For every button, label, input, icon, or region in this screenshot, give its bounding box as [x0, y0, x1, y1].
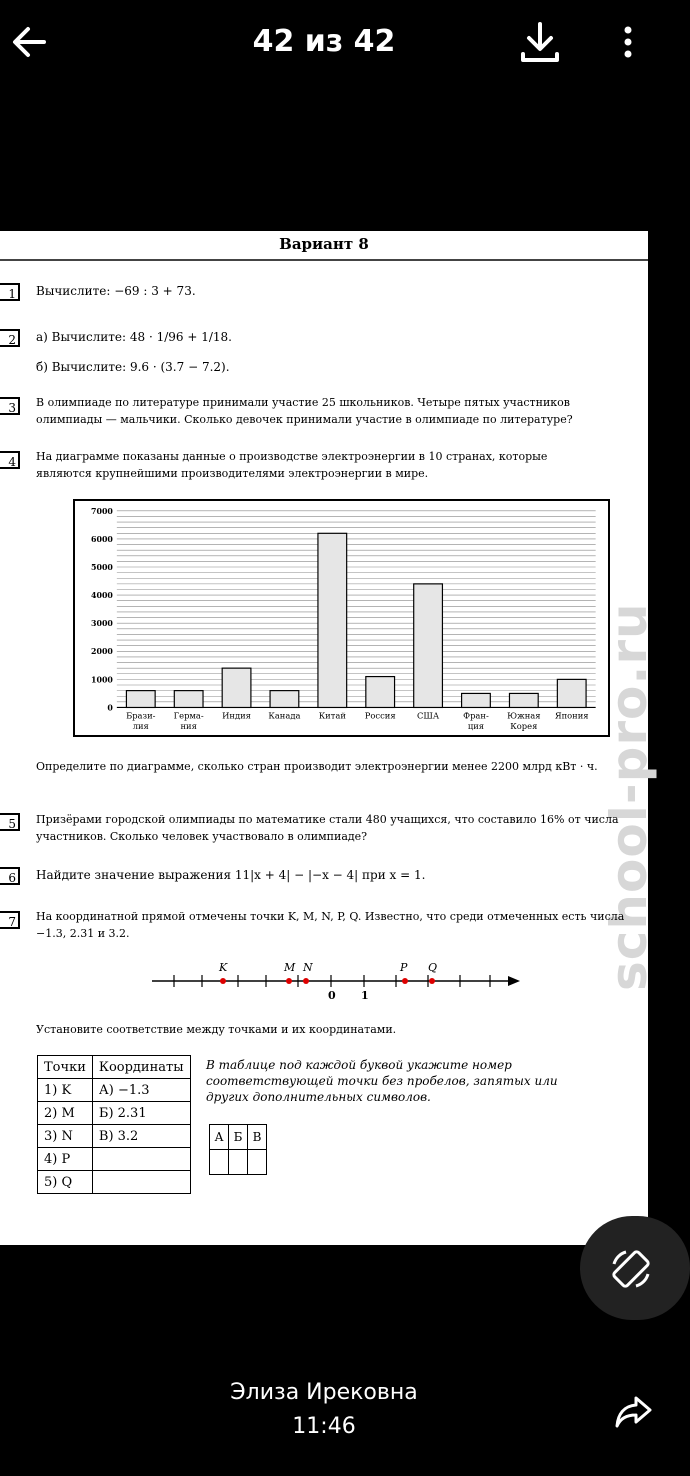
bar-3 [222, 668, 251, 707]
match-table [37, 1055, 191, 1194]
table-cell: А) −1.3 [92, 1079, 190, 1102]
label-q: Q [428, 961, 438, 974]
task-number: 2 [0, 329, 20, 347]
answer-cell [229, 1150, 248, 1175]
viewer-toolbar [0, 0, 648, 90]
x-tick-label: Россия [364, 710, 396, 721]
answer-header: А [210, 1125, 229, 1150]
x-tick-label: ция [467, 721, 485, 732]
task-number: 4 [0, 451, 20, 469]
y-tick-label: 7000 [91, 506, 113, 516]
task-1-text: Вычислите: −69 : 3 + 73. [36, 284, 196, 298]
x-tick-label: Индия [222, 710, 251, 721]
y-tick-label: 4000 [91, 591, 113, 601]
answer-note: В таблице под каждой буквой укажите номер соответствующей точки без пробелов, запятых или других дополнительных символов. [206, 1058, 558, 1104]
bar-7 [414, 584, 443, 708]
watermark: school-pro.ru [600, 602, 658, 991]
rotate-screen-button[interactable] [580, 1216, 690, 1320]
table-row [38, 1148, 191, 1171]
bar-8 [462, 693, 491, 707]
table-cell: В) 3.2 [92, 1125, 190, 1148]
x-tick-label: Южная [507, 710, 541, 721]
task-number: 7 [0, 911, 20, 929]
task-2a-text: а) Вычислите: 48 · 1/96 + 1/18. [36, 330, 232, 344]
table-header: Точки [38, 1056, 93, 1079]
electricity-bar-chart [73, 499, 610, 737]
bar-1 [126, 691, 155, 708]
x-tick-label: Брази- [126, 710, 156, 721]
table-cell: 5) Q [38, 1171, 93, 1194]
table-cell: 2) M [38, 1102, 93, 1125]
bar-4 [270, 691, 299, 708]
y-tick-label: 5000 [91, 562, 113, 572]
coordinate-line [150, 961, 530, 1001]
download-icon[interactable] [518, 20, 562, 64]
x-tick-label: Китай [318, 710, 346, 721]
label-m: M [284, 961, 296, 974]
share-icon[interactable] [614, 1392, 654, 1432]
task-number: 6 [0, 867, 20, 885]
y-tick-label: 3000 [91, 619, 113, 629]
table-cell: 1) K [38, 1079, 93, 1102]
label-p: P [400, 961, 408, 974]
bar-6 [366, 677, 395, 708]
point-q [429, 978, 435, 984]
point-p [402, 978, 408, 984]
x-tick-label: Япония [554, 710, 589, 721]
answer-cell [248, 1150, 267, 1175]
tick-one: 1 [361, 989, 369, 1002]
table-cell: 3) N [38, 1125, 93, 1148]
x-tick-label: Канада [268, 710, 301, 721]
bar-2 [174, 691, 203, 708]
title-divider [0, 259, 648, 261]
y-tick-label: 0 [107, 703, 113, 713]
task-4-text: На диаграмме показаны данные о производстве электроэнергии в 10 странах, которые являются крупнейшими производителями электроэнергии в мире. [36, 450, 548, 480]
answer-cell [210, 1150, 229, 1175]
y-tick-label: 6000 [91, 534, 113, 544]
table-cell [92, 1148, 190, 1171]
task-5-text: Призёрами городской олимпиады по математике стали 480 учащихся, что составило 16% от числа участников. Сколько человек участвовало в олимпиаде? [36, 813, 619, 843]
x-tick-label: Корея [510, 721, 538, 732]
more-options-icon[interactable] [614, 22, 642, 62]
point-m [286, 978, 292, 984]
answer-header: Б [229, 1125, 248, 1150]
point-n [303, 978, 309, 984]
x-tick-label: ния [180, 721, 197, 732]
variant-title: Вариант 8 [279, 235, 369, 253]
table-cell: Б) 2.31 [92, 1102, 190, 1125]
answer-grid [209, 1124, 267, 1175]
table-row [38, 1102, 191, 1125]
label-n: N [303, 961, 313, 974]
tick-zero: 0 [328, 989, 336, 1002]
message-time: 11:46 [292, 1414, 356, 1439]
task-3-text: В олимпиаде по литературе принимали участие 25 школьников. Четыре пятых участников олимпиады — мальчики. Сколько девочек принимали участие в олимпиаде по литературе? [36, 396, 573, 426]
page-counter: 42 из 42 [252, 24, 396, 59]
bar-9 [509, 693, 538, 707]
task-number: 1 [0, 283, 20, 301]
task-4-question: Определите по диаграмме, сколько стран производит электроэнергии менее 2200 млрд кВт · ч. [36, 760, 598, 773]
task-6-text: Найдите значение выражения 11|x + 4| − |−x − 4| при x = 1. [36, 868, 426, 882]
table-cell: 4) P [38, 1148, 93, 1171]
table-header: Координаты [92, 1056, 190, 1079]
answer-header: В [248, 1125, 267, 1150]
task-7-text: На координатной прямой отмечены точки K, M, N, P, Q. Известно, что среди отмеченных есть числа −1.3, 2.31 и 3.2. [36, 910, 625, 940]
task-2b-text: б) Вычислите: 9.6 · (3.7 − 7.2). [36, 360, 230, 374]
point-k [220, 978, 226, 984]
x-tick-label: США [416, 710, 440, 721]
x-tick-label: Фран- [463, 710, 489, 721]
y-tick-label: 1000 [91, 675, 113, 685]
x-tick-label: Герма- [173, 710, 204, 721]
table-row [38, 1079, 191, 1102]
table-row [38, 1125, 191, 1148]
task-7-instruction: Установите соответствие между точками и их координатами. [36, 1023, 397, 1036]
bar-10 [557, 679, 586, 707]
document-page [0, 231, 658, 1245]
table-cell [92, 1171, 190, 1194]
y-tick-label: 2000 [91, 647, 113, 657]
label-k: K [219, 961, 228, 974]
bar-5 [318, 533, 347, 707]
task-number: 5 [0, 813, 20, 831]
x-tick-label: лия [132, 721, 149, 732]
rotate-icon [608, 1246, 654, 1292]
table-row [38, 1171, 191, 1194]
task-number: 3 [0, 397, 20, 415]
author-name: Элиза Ирековна [230, 1380, 418, 1405]
